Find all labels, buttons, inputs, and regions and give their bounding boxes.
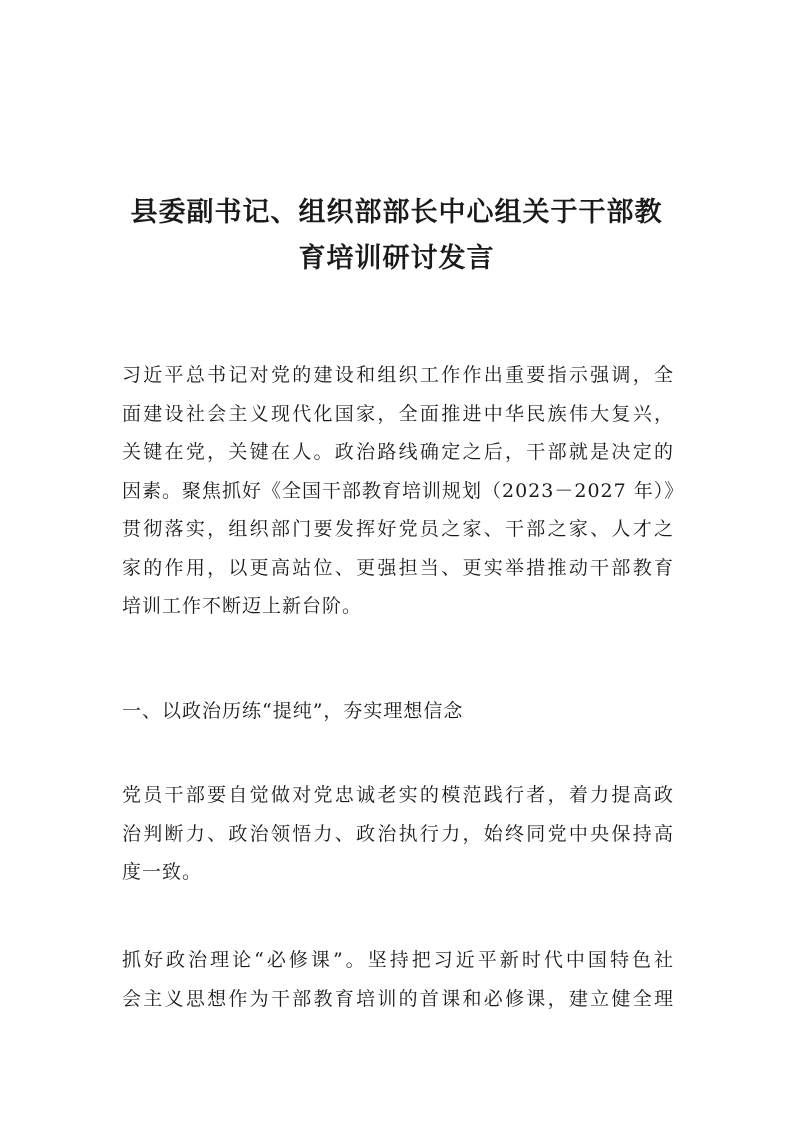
paragraph-line: 因素。聚焦抓好《全国干部教育培训规划（2023－2027 年）》 bbox=[122, 479, 685, 502]
paragraph-line: 习近平总书记对党的建设和组织工作作出重要指示强调，全 bbox=[122, 364, 674, 386]
title-line: 育培训研讨发言 bbox=[298, 243, 495, 274]
paragraph-line: 贯彻落实，组织部门要发挥好党员之家、干部之家、人才之 bbox=[122, 518, 674, 540]
paragraph-line: 面建设社会主义现代化国家，全面推进中华民族伟大复兴， bbox=[122, 402, 674, 425]
paragraph-line: 抓好政治理论“必修课”。坚持把习近平新时代中国特色社 bbox=[122, 949, 674, 971]
section-heading bbox=[122, 692, 674, 731]
document-title bbox=[100, 190, 693, 282]
body-paragraph bbox=[122, 776, 674, 892]
paragraph-line: 会主义思想作为干部教育培训的首课和必修课，建立健全理 bbox=[122, 987, 674, 1010]
paragraph-line: 培训工作不断迈上新台阶。 bbox=[122, 595, 363, 617]
intro-paragraph bbox=[122, 356, 685, 626]
paragraph-line: 家的作用，以更高站位、更强担当、更实举措推动干部教育 bbox=[122, 556, 674, 579]
body-paragraph bbox=[122, 941, 674, 1018]
title-line: 县委副书记、组织部部长中心组关于干部教 bbox=[130, 197, 663, 228]
paragraph-line: 关键在党，关键在人。政治路线确定之后，干部就是决定的 bbox=[122, 441, 674, 463]
section-heading-text: 一、以政治历练“提纯”，夯实理想信念 bbox=[122, 700, 464, 722]
paragraph-line: 治判断力、政治领悟力、政治执行力，始终同党中央保持高 bbox=[122, 822, 674, 845]
paragraph-line: 党员干部要自觉做对党忠诚老实的模范践行者，着力提高政 bbox=[122, 784, 674, 806]
paragraph-line: 度一致。 bbox=[122, 861, 203, 883]
